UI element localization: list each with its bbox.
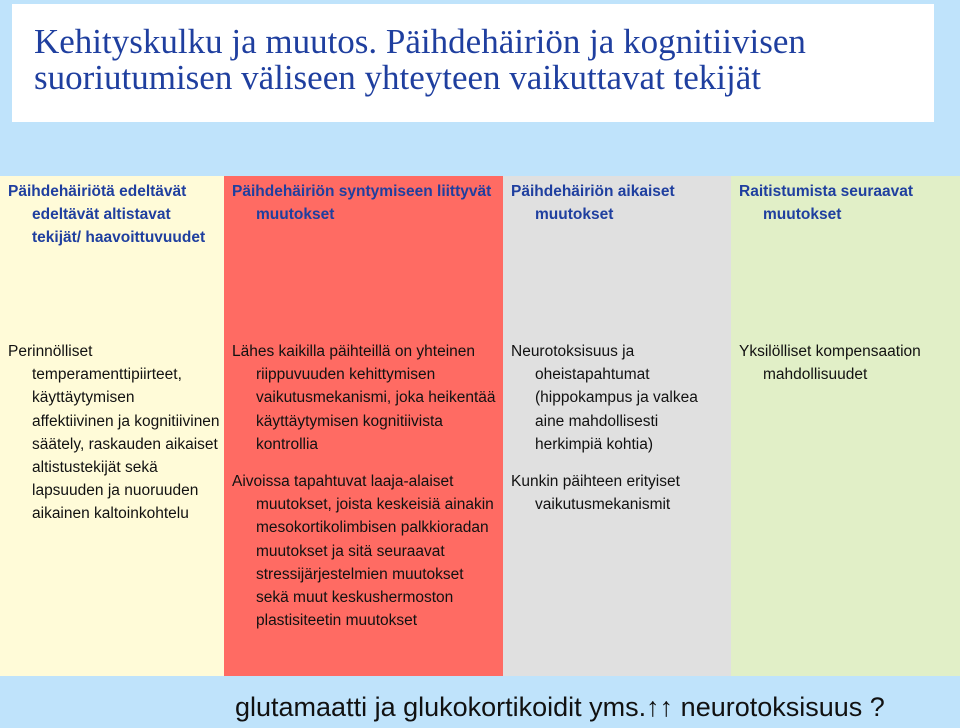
column-body xyxy=(8,340,220,540)
column-heading: Päihdehäiriön aikaiset muutokset xyxy=(511,183,675,223)
title-box xyxy=(12,4,934,122)
column-paragraph: Neurotoksisuus ja oheistapahtumat (hippokampus ja valkea aine mahdollisesti herkimpiä kohtia) xyxy=(511,343,698,453)
column-paragraph: Lähes kaikilla päihteillä on yhteinen riippuvuuden kehittymisen vaikutusmekanismi, joka heikentää käyttäytymisen kognitiivista kontrollia xyxy=(232,343,496,453)
column-during-disorder xyxy=(503,176,731,676)
column-body xyxy=(739,340,956,400)
column-predisposing-factors xyxy=(0,176,224,676)
column-paragraph: Perinnölliset temperamenttipiirteet, käyttäytymisen affektiivinen ja kognitiivinen säätely, raskauden aikaiset altistustekijät sekä lapsuuden ja nuoruuden aikainen kaltoinkohtelu xyxy=(8,343,220,523)
column-onset-changes xyxy=(224,176,503,676)
column-paragraph: Kunkin päihteen erityiset vaikutusmekanismit xyxy=(511,473,680,514)
column-paragraph: Yksilölliset kompensaation mahdollisuudet xyxy=(739,343,921,384)
column-paragraph: Aivoissa tapahtuvat laaja-alaiset muutokset, joista keskeisiä ainakin mesokortikolimbisen palkkioradan muutokset ja sitä seuraavat stressijärjestelmien muutokset sekä muut keskushermoston plastisiteetin muutokset xyxy=(232,473,494,630)
column-body xyxy=(232,340,499,646)
column-body xyxy=(511,340,727,530)
column-heading: Raitistumista seuraavat muutokset xyxy=(739,183,914,223)
column-heading: Päihdehäiriön syntymiseen liittyvät muutokset xyxy=(232,183,492,223)
footer-note: glutamaatti ja glukokortikoidit yms.↑↑ neurotoksisuus ? xyxy=(235,692,885,722)
slide-title: Kehityskulku ja muutos. Päihdehäiriön ja kognitiivisen suoriutumisen väliseen yhteyteen vaikuttavat tekijät xyxy=(34,22,806,97)
column-after-sobriety xyxy=(731,176,960,676)
column-heading: Päihdehäiriötä edeltävät edeltävät altistavat tekijät/ haavoittuvuudet xyxy=(8,183,206,246)
